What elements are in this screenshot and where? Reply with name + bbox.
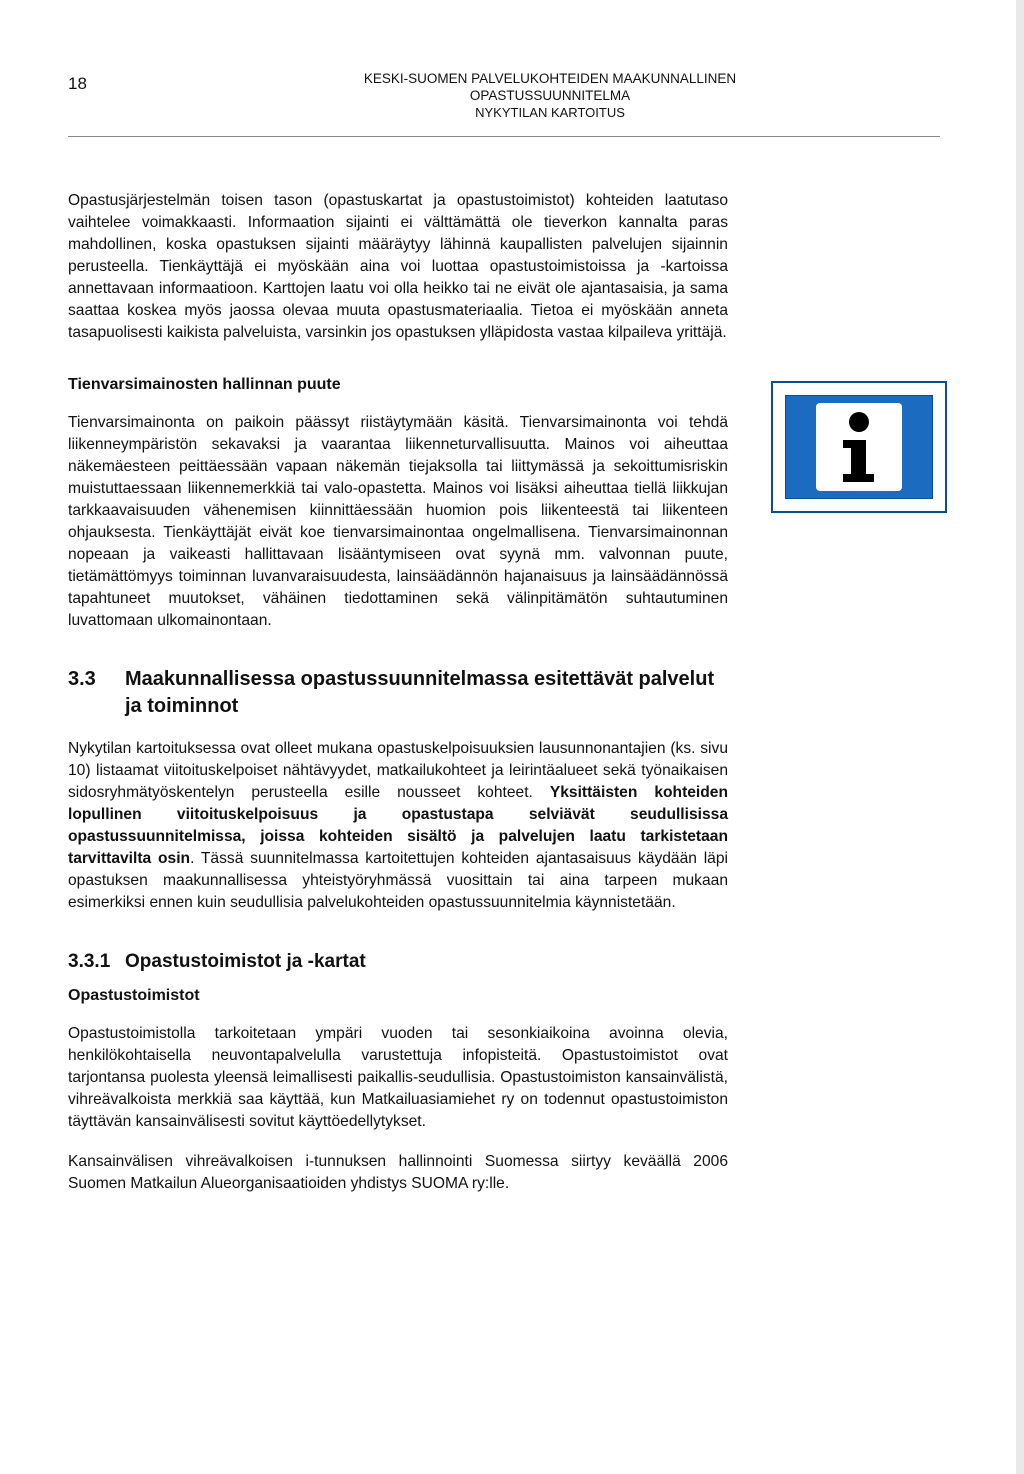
info-sign [771, 381, 947, 513]
subsection-number: 3.3.1 [68, 951, 111, 972]
paragraph-3-3-bold: Yksittäisten kohteiden lopullinen viitoituskelpoisuus ja opastustapa selviävät seudullisissa opastussuunnitelmissa, joissa kohteiden sisältö ja palvelujen laatu tarkistetaan tarvittavilta osin [68, 784, 728, 867]
main-content [68, 190, 728, 1195]
info-i-glyph [834, 410, 884, 484]
section-heading-3-3-1 [68, 948, 728, 975]
paragraph-3-3-text-b: . Tässä suunnitelmassa kartoitettujen kohteiden ajantasaisuus käydään läpi opastuksen maakunnallisessa yhteistyöryhmässä vuosittain tai aina tarpeen mukaan esimerkiksi ennen kuin seudullisia palvelukohteiden opastussuunnitelmia käynnistetään. [68, 850, 728, 911]
info-i-icon [816, 403, 902, 491]
paragraph-tienvarsimainonta: Tienvarsimainonta on paikoin päässyt riistäytymään käsitä. Tienvarsimainonta voi tehdä liikenneympäristön sekavaksi ja vaarantaa liikenneturvallisuutta. Mainos voi aiheuttaa näkemäesteen peittäessään vapaan näkemän tiejaksolla tai liittymässä ja sekoittumisriskin muistuttaessaan liikennemerkkiä tai valo-opastetta. Mainos voi lisäksi aiheuttaa tiellä liikkujan tarkkaavaisuuden vähenemisen kiinnittäessään huomion pois liikenteestä tai liikenteen ohjauksesta. Tienkäyttäjät eivät koe tienvarsimainontaa ongelmallisena. Tienvarsimainonnan nopeaan ja vaikeasti hallittavaan lisääntymiseen ovat syynä mm. valvonnan puute, tietämättömyys toiminnan luvanvaraisuudesta, lainsäädännön hajanaisuus ja lainsäädännössä tapahtuneet muutokset, vähäinen tiedottaminen sekä välinpitämätön suhtautuminen luvattomaan ulkomainontaan. [68, 414, 728, 629]
paragraph-3-3 [68, 738, 728, 914]
section-number: 3.3 [68, 668, 96, 690]
header-line-2: OPASTUSSUUNNITELMA [469, 88, 631, 103]
section-heading-3-3 [68, 666, 728, 720]
running-header [200, 70, 900, 121]
paragraph-i-tunnus: Kansainvälisen vihreävalkoisen i-tunnuksen hallinnointi Suomessa siirtyy keväällä 2006 Suomen Matkailun Alueorganisaatioiden yhdistys SUOMA ry:lle. [68, 1153, 728, 1192]
paragraph-3-3-text-a: Nykytilan kartoituksessa ovat olleet mukana opastuskelpoisuuksien lausunnonantajien (ks. sivu 10) listaamat viitoituskelpoiset nähtävyydet, matkailukohteet ja leirintäalueet sekä työnaikaisen sidosryhmätyöskentelyn perusteella esille nousseet kohteet. [68, 740, 728, 801]
heading-tienvarsimainosten: Tienvarsimainosten hallinnan puute [68, 376, 341, 393]
paragraph-opastustoimistot: Opastustoimistolla tarkoitetaan ympäri vuoden tai sesonkiaikoina avoinna olevia, henkilökohtaisella neuvontapalvelulla varustettuja infopisteitä. Opastustoimistot ovat tarjontansa puolesta yleensä leimallisesti paikallis-seudullisia. Opastustoimiston kansainvälistä, vihreävalkoista merkkiä saa käyttää, kun Matkailuasiamiehet ry on todennut opastustoimiston täyttävän kansainvälisesti sovitut käyttöedellytykset. [68, 1025, 728, 1130]
section-title: Maakunnallisessa opastussuunnitelmassa esitettävät palvelut ja toiminnot [125, 668, 715, 717]
heading-opastustoimistot: Opastustoimistot [68, 987, 200, 1004]
info-sign-panel [785, 395, 933, 499]
paragraph-intro: Opastusjärjestelmän toisen tason (opastuskartat ja opastustoimistot) kohteiden laatutaso vaihtelee voimakkaasti. Informaation sijainti ei välttämättä ole tieverkon kannalta paras mahdollinen, koska opastuksen sijainti määräytyy lähinnä kaupallisten palvelujen sijainnin perusteella. Tienkäyttäjä ei myöskään aina voi luottaa opastustoimistoissa ja -kartoissa annettavaan informaatioon. Karttojen laatu voi olla heikko tai ne eivät ole ajantasaisia, ja sama saattaa koskea myös jaossa olevaa muuta opastusmateriaalia. Tietoa ei myöskään anneta tasapuolisesti kaikista palveluista, varsinkin jos opastuksen ylläpidosta vastaa kilpaileva yrittäjä. [68, 192, 728, 341]
page-edge [1016, 0, 1024, 1474]
header-line-3: NYKYTILAN KARTOITUS [475, 105, 625, 120]
subsection-title: Opastustoimistot ja -kartat [125, 951, 366, 972]
header-line-1: KESKI-SUOMEN PALVELUKOHTEIDEN MAAKUNNALLINEN [363, 71, 737, 86]
page-number: 18 [68, 74, 87, 93]
header-divider [68, 136, 940, 137]
